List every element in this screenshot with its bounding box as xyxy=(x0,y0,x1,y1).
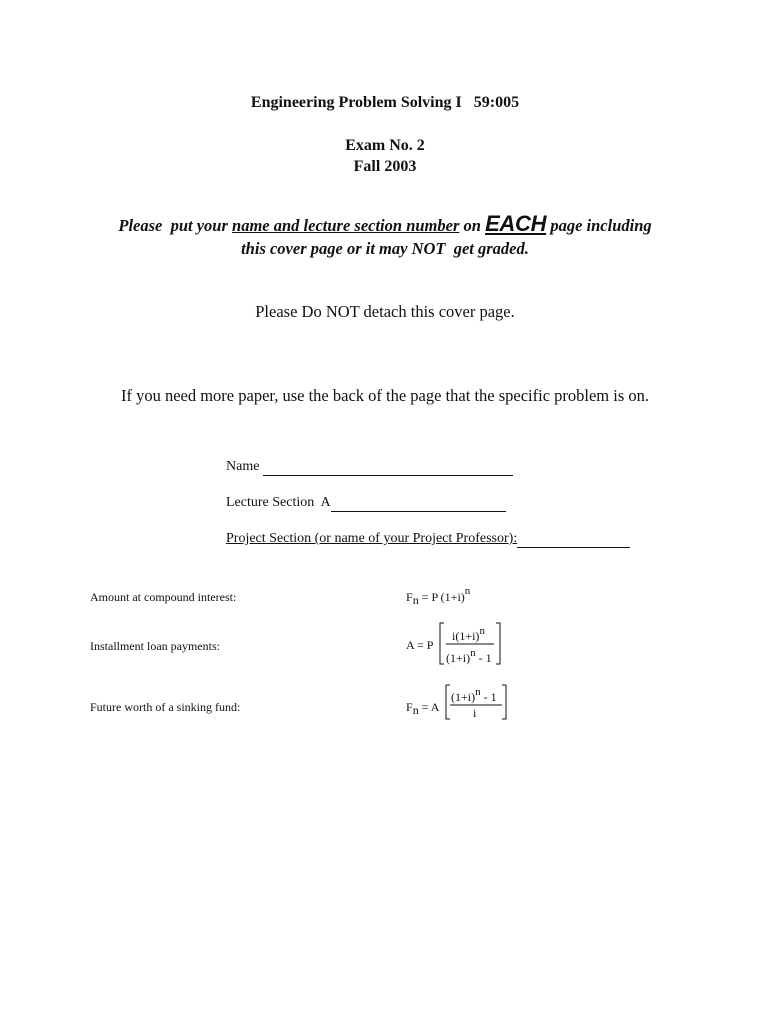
sinking-den: i xyxy=(473,706,477,720)
svg-text:(1+i)n - 1 xyxy=(446,647,492,665)
sinking-eq: = A xyxy=(418,700,440,714)
sinking-lhs: F xyxy=(406,700,413,714)
project-section-input-line[interactable] xyxy=(517,531,630,548)
project-section-field xyxy=(226,531,630,548)
exam-term: Fall 2003 xyxy=(353,158,417,175)
instructions-line-1 xyxy=(0,212,770,237)
exam-title: Engineering Problem Solving I 59:005 xyxy=(250,94,520,111)
name-input-line[interactable] xyxy=(263,459,513,476)
name-label: Name xyxy=(226,459,263,474)
left-bracket xyxy=(440,623,444,664)
right-bracket xyxy=(502,685,506,719)
svg-text:Fn = A xyxy=(406,700,440,717)
name-field xyxy=(226,459,513,476)
installment-den-exp: n xyxy=(470,647,476,659)
sinking-sub: n xyxy=(412,703,419,717)
sinking-fund-label: Future worth of a sinking fund: xyxy=(90,700,241,714)
svg-text:Fn = P (1+i)n xyxy=(406,585,471,607)
lecture-section-field xyxy=(226,495,506,512)
left-bracket xyxy=(446,685,450,719)
compound-lhs: F xyxy=(406,590,413,604)
installment-den: (1+i) xyxy=(446,651,471,665)
compound-exp: n xyxy=(464,585,471,597)
compound-interest-formula xyxy=(400,580,510,610)
sinking-num-tail: - 1 xyxy=(480,690,497,704)
name-instructions xyxy=(0,212,770,260)
svg-text:(1+i)n - 1 xyxy=(451,686,497,704)
instructions-part-3: page including xyxy=(546,216,652,235)
project-section-label: Project Section (or name of your Project Professor): xyxy=(226,531,518,546)
installment-loan-formula xyxy=(400,618,510,670)
instructions-emphasis: EACH xyxy=(485,211,547,236)
instructions-part-1: Please put your xyxy=(118,216,233,235)
compound-interest-label: Amount at compound interest: xyxy=(90,590,237,604)
sinking-fund-formula xyxy=(400,682,512,724)
right-bracket xyxy=(496,623,500,664)
sinking-num: (1+i) xyxy=(451,690,476,704)
svg-text:i(1+i)n xyxy=(452,625,485,643)
sinking-num-exp: n xyxy=(475,686,481,698)
installment-den-tail: - 1 xyxy=(475,651,492,665)
installment-lhs: A = P xyxy=(406,638,434,652)
detach-notice: Please Do NOT detach this cover page. xyxy=(255,302,515,321)
instructions-line-2: this cover page or it may NOT get graded. xyxy=(241,239,529,258)
instructions-underlined: name and lecture section number xyxy=(232,216,460,235)
installment-loan-label: Installment loan payments: xyxy=(90,639,220,653)
installment-num-exp: n xyxy=(479,625,485,637)
compound-rhs: = P (1+i) xyxy=(418,590,465,604)
extra-paper-notice: If you need more paper, use the back of the page that the specific problem is on. xyxy=(120,386,650,405)
exam-number: Exam No. 2 xyxy=(345,137,425,154)
instructions-part-2: on xyxy=(459,216,486,235)
lecture-section-input-line[interactable] xyxy=(331,495,506,512)
lecture-section-label: Lecture Section A xyxy=(226,495,331,510)
installment-num: i(1+i) xyxy=(452,629,480,643)
compound-sub: n xyxy=(412,593,419,607)
